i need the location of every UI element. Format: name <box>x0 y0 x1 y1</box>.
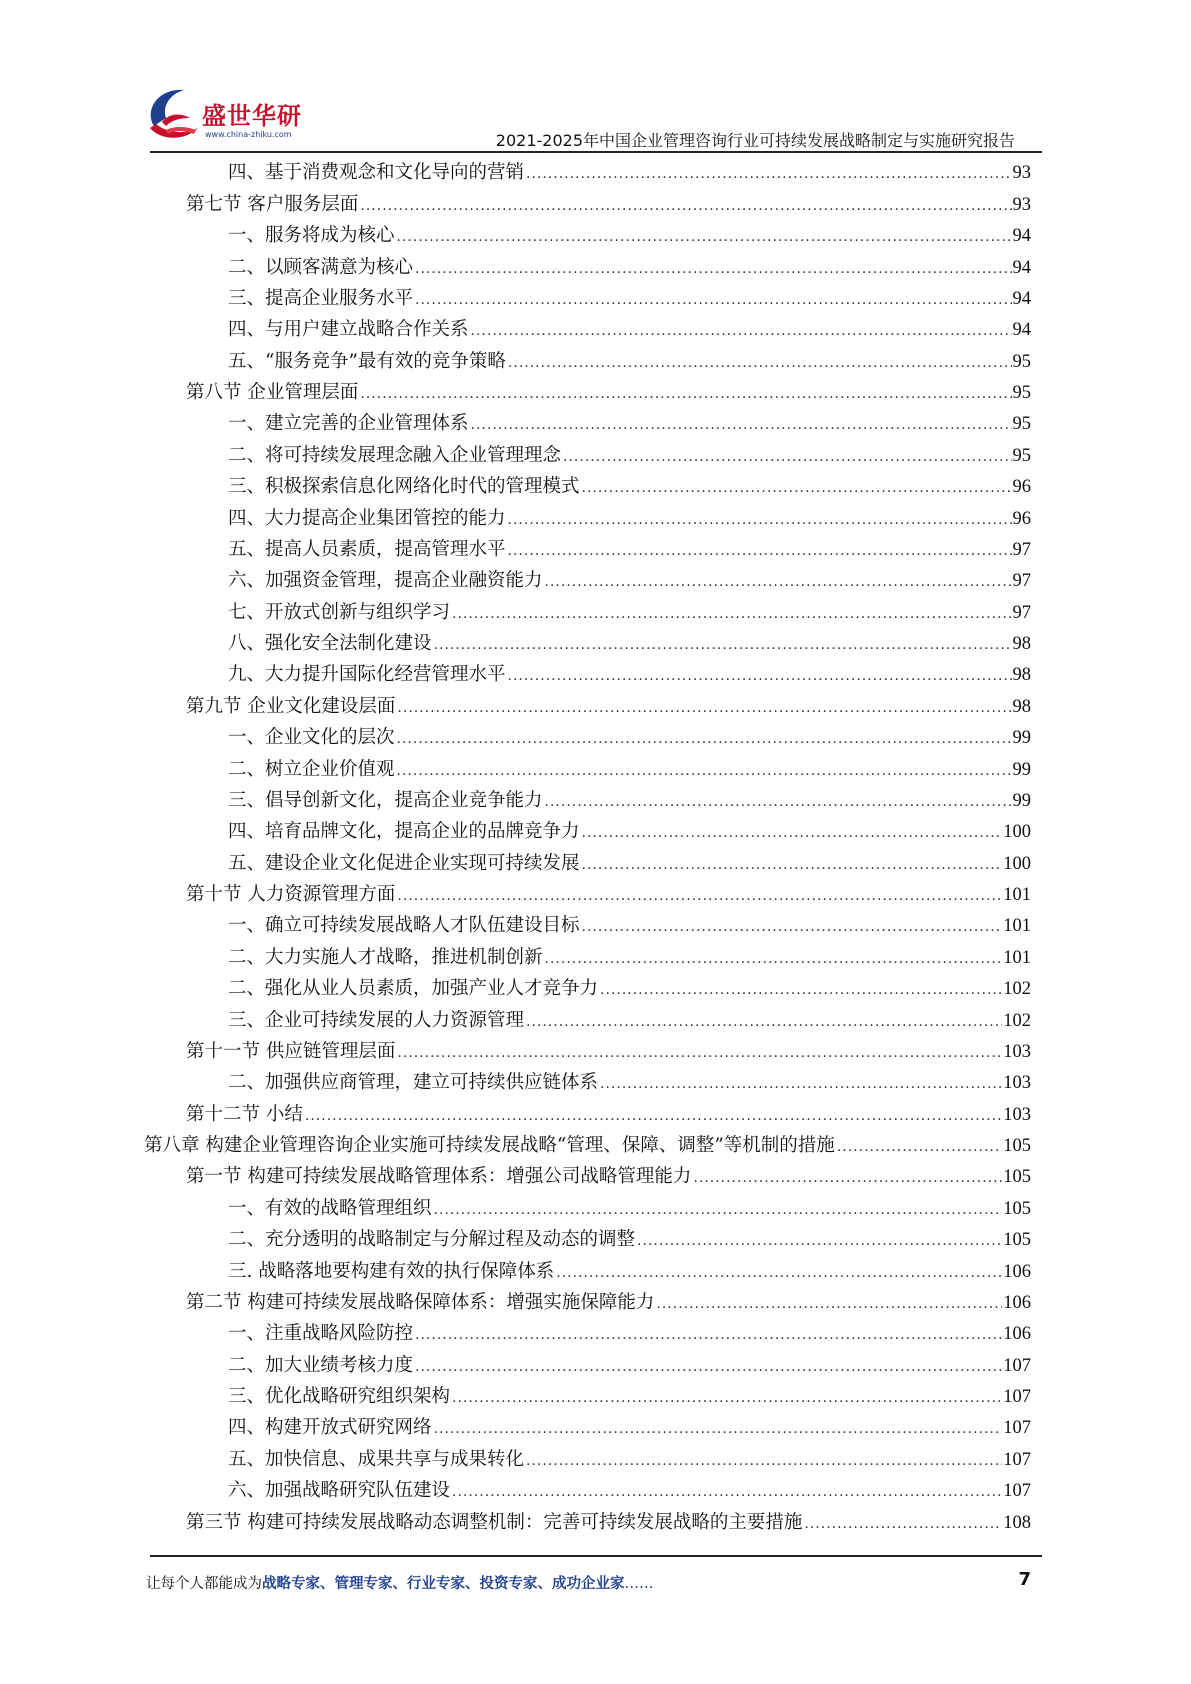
header-divider <box>150 151 1042 153</box>
toc-leader-dots <box>434 1422 1003 1436</box>
toc-entry-page: 98 <box>1012 634 1031 655</box>
toc-entry-page: 93 <box>1012 163 1031 184</box>
toc-entry[interactable] <box>0 974 1191 1005</box>
toc-entry-label: 一、确立可持续发展战略人才队伍建设目标 <box>228 915 580 937</box>
toc-entry-page: 103 <box>1003 1041 1031 1062</box>
toc-entry-page: 107 <box>1003 1418 1031 1439</box>
toc-entry-page: 97 <box>1012 602 1031 623</box>
toc-entry[interactable] <box>0 315 1191 346</box>
toc-entry[interactable] <box>0 1068 1191 1099</box>
toc-entry[interactable] <box>0 1256 1191 1287</box>
toc-entry-label: 二、充分透明的战略制定与分解过程及动态的调整 <box>228 1229 636 1251</box>
footer-prefix: 让每个人都能成为 <box>146 1576 262 1592</box>
toc-entry-page: 105 <box>1003 1136 1031 1157</box>
toc-entry-label: 八、强化安全法制化建设 <box>228 633 432 655</box>
toc-leader-dots <box>637 1234 1002 1248</box>
toc-entry[interactable] <box>0 1382 1191 1413</box>
toc-entry-label: 四、基于消费观念和文化导向的营销 <box>228 162 525 184</box>
toc-entry[interactable] <box>0 566 1191 597</box>
toc-entry[interactable] <box>0 158 1191 189</box>
toc-entry[interactable] <box>0 409 1191 440</box>
toc-entry-label: 二、大力实施人才战略，推进机制创新 <box>228 946 543 968</box>
toc-leader-dots <box>656 1297 1002 1311</box>
toc-entry[interactable] <box>0 535 1191 566</box>
toc-entry[interactable] <box>0 817 1191 848</box>
toc-entry[interactable] <box>0 1037 1191 1068</box>
toc-leader-dots <box>434 1203 1003 1217</box>
toc-leader-dots <box>508 669 1012 683</box>
toc-entry[interactable] <box>0 1350 1191 1381</box>
toc-leader-dots <box>397 732 1012 746</box>
page-number: 7 <box>1018 1569 1031 1590</box>
toc-entry-label: 第九节 企业文化建设层面 <box>186 695 396 717</box>
toc-entry-label: 二、树立企业价值观 <box>228 758 395 780</box>
toc-entry[interactable] <box>0 1099 1191 1130</box>
toc-entry[interactable] <box>0 472 1191 503</box>
toc-leader-dots <box>471 418 1012 432</box>
toc-entry-page: 107 <box>1003 1481 1031 1502</box>
toc-entry-label: 一、注重战略风险防控 <box>228 1323 414 1345</box>
toc-entry-page: 105 <box>1003 1198 1031 1219</box>
toc-entry-label: 五、加快信息、成果共享与成果转化 <box>228 1448 525 1470</box>
toc-entry[interactable] <box>0 440 1191 471</box>
report-title: 2021-2025年中国企业管理咨询行业可持续发展战略制定与实施研究报告 <box>495 131 1015 150</box>
toc-entry[interactable] <box>0 629 1191 660</box>
toc-entry-page: 108 <box>1003 1512 1031 1533</box>
toc-entry[interactable] <box>0 1162 1191 1193</box>
toc-leader-dots <box>360 387 1011 401</box>
toc-entry-label: 三、企业可持续发展的人力资源管理 <box>228 1009 525 1031</box>
toc-entry-page: 100 <box>1003 822 1031 843</box>
toc-entry-page: 97 <box>1012 571 1031 592</box>
toc-entry[interactable] <box>0 1476 1191 1507</box>
toc-leader-dots <box>582 858 1003 872</box>
toc-entry-page: 101 <box>1003 947 1031 968</box>
toc-entry-label: 第八章 构建企业管理咨询企业实施可持续发展战略“管理、保障、调整”等机制的措施 <box>144 1135 835 1157</box>
toc-entry-page: 93 <box>1012 194 1031 215</box>
footer-divider <box>150 1555 1042 1557</box>
toc-entry-label: 三、优化战略研究组织架构 <box>228 1386 451 1408</box>
toc-leader-dots <box>360 199 1011 213</box>
toc-entry-page: 101 <box>1003 916 1031 937</box>
toc-entry[interactable] <box>0 346 1191 377</box>
toc-entry-label: 第八节 企业管理层面 <box>186 382 359 404</box>
toc-leader-dots <box>397 230 1012 244</box>
toc-leader-dots <box>526 167 1011 181</box>
toc-entry[interactable] <box>0 1319 1191 1350</box>
toc-leader-dots <box>545 575 1012 589</box>
toc-entry-page: 97 <box>1012 539 1031 560</box>
toc-entry[interactable] <box>0 284 1191 315</box>
toc-entry-label: 七、开放式创新与组织学习 <box>228 601 451 623</box>
toc-entry-page: 96 <box>1012 508 1031 529</box>
toc-leader-dots <box>600 1077 1002 1091</box>
toc-entry-page: 106 <box>1003 1324 1031 1345</box>
toc-leader-dots <box>582 826 1003 840</box>
toc-entry-page: 105 <box>1003 1230 1031 1251</box>
toc-entry-label: 一、服务将成为核心 <box>228 225 395 247</box>
toc-leader-dots <box>545 952 1003 966</box>
toc-entry-page: 102 <box>1003 979 1031 1000</box>
toc-entry-page: 95 <box>1012 351 1031 372</box>
toc-entry[interactable] <box>0 1225 1191 1256</box>
toc-entry-page: 107 <box>1003 1387 1031 1408</box>
toc-entry-page: 107 <box>1003 1449 1031 1470</box>
toc-entry[interactable] <box>0 1005 1191 1036</box>
toc-entry[interactable] <box>0 597 1191 628</box>
toc-entry-page: 103 <box>1003 1104 1031 1125</box>
toc-leader-dots <box>508 513 1012 527</box>
toc-entry-label: 四、培育品牌文化，提高企业的品牌竞争力 <box>228 821 580 843</box>
toc-entry-label: 一、企业文化的层次 <box>228 727 395 749</box>
footer-suffix: …… <box>624 1576 654 1592</box>
toc-leader-dots <box>415 1328 1002 1342</box>
toc-entry-label: 三、积极探索信息化网络化时代的管理模式 <box>228 476 580 498</box>
toc-entry-label: 四、与用户建立战略合作关系 <box>228 319 469 341</box>
toc-entry-page: 106 <box>1003 1261 1031 1282</box>
toc-leader-dots <box>582 481 1012 495</box>
toc-entry[interactable] <box>0 723 1191 754</box>
toc-entry-page: 95 <box>1012 414 1031 435</box>
toc-entry[interactable] <box>0 1288 1191 1319</box>
toc-entry-label: 六、加强资金管理，提高企业融资能力 <box>228 570 543 592</box>
toc-entry-label: 五、提高人员素质，提高管理水平 <box>228 538 506 560</box>
toc-leader-dots <box>582 920 1003 934</box>
toc-leader-dots <box>452 1391 1002 1405</box>
toc-entry[interactable] <box>0 942 1191 973</box>
toc-entry-label: 第十二节 小结 <box>186 1103 303 1125</box>
toc-entry[interactable] <box>0 1413 1191 1444</box>
toc-entry-page: 107 <box>1003 1355 1031 1376</box>
toc-entry[interactable] <box>0 754 1191 785</box>
toc-leader-dots <box>397 764 1012 778</box>
toc-leader-dots <box>471 324 1012 338</box>
toc-entry-label: 第三节 构建可持续发展战略动态调整机制：完善可持续发展战略的主要措施 <box>186 1511 803 1533</box>
toc-entry[interactable] <box>0 880 1191 911</box>
toc-entry-page: 99 <box>1012 759 1031 780</box>
toc-entry-page: 98 <box>1012 696 1031 717</box>
toc-entry-page: 99 <box>1012 790 1031 811</box>
toc-leader-dots <box>452 607 1011 621</box>
toc-entry[interactable] <box>0 189 1191 220</box>
toc-entry-page: 103 <box>1003 1073 1031 1094</box>
toc-entry[interactable] <box>0 252 1191 283</box>
toc-entry-label: 五、“服务竞争”最有效的竞争策略 <box>228 350 506 372</box>
toc-entry-label: 第十一节 供应链管理层面 <box>186 1040 396 1062</box>
toc-entry-page: 100 <box>1003 853 1031 874</box>
toc-entry-page: 96 <box>1012 477 1031 498</box>
toc-entry-label: 二、将可持续发展理念融入企业管理理念 <box>228 444 562 466</box>
toc-entry[interactable] <box>0 1131 1191 1162</box>
toc-entry-page: 95 <box>1012 383 1031 404</box>
toc-entry-label: 第二节 构建可持续发展战略保障体系：增强实施保障能力 <box>186 1291 655 1313</box>
toc-leader-dots <box>837 1140 1002 1154</box>
toc-entry-label: 五、建设企业文化促进企业实现可持续发展 <box>228 852 580 874</box>
toc-entry-page: 106 <box>1003 1292 1031 1313</box>
toc-leader-dots <box>415 262 1011 276</box>
toc-leader-dots <box>415 1360 1002 1374</box>
toc-leader-dots <box>508 356 1012 370</box>
footer-slogan <box>146 1572 654 1593</box>
toc-entry-label: 三、提高企业服务水平 <box>228 287 414 309</box>
toc-leader-dots <box>600 983 1002 997</box>
toc-entry-label: 二、强化从业人员素质，加强产业人才竞争力 <box>228 978 599 1000</box>
toc-entry-page: 98 <box>1012 665 1031 686</box>
toc-entry-page: 99 <box>1012 728 1031 749</box>
toc-leader-dots <box>434 638 1012 652</box>
toc-entry-label: 三、倡导创新文化，提高企业竞争能力 <box>228 789 543 811</box>
toc-entry[interactable] <box>0 691 1191 722</box>
toc-leader-dots <box>452 1485 1002 1499</box>
toc-entry-label: 第十节 人力资源管理方面 <box>186 884 396 906</box>
toc-entry[interactable] <box>0 221 1191 252</box>
toc-entry[interactable] <box>0 378 1191 409</box>
toc-leader-dots <box>804 1517 1002 1531</box>
toc-entry[interactable] <box>0 1507 1191 1538</box>
toc-leader-dots <box>545 795 1012 809</box>
toc-entry[interactable] <box>0 503 1191 534</box>
toc-leader-dots <box>526 1454 1002 1468</box>
toc-entry-label: 二、加强供应商管理，建立可持续供应链体系 <box>228 1072 599 1094</box>
toc-entry-page: 94 <box>1012 320 1031 341</box>
toc-leader-dots <box>397 1046 1002 1060</box>
toc-entry[interactable] <box>0 660 1191 691</box>
logo-text: 盛世华研 <box>202 102 302 130</box>
toc-entry-label: 三. 战略落地要构建有效的执行保障体系 <box>228 1260 555 1282</box>
logo-url: www.china-zhiku.com <box>205 130 292 139</box>
toc-entry[interactable] <box>0 786 1191 817</box>
toc-leader-dots <box>693 1171 1002 1185</box>
toc-entry-page: 94 <box>1012 288 1031 309</box>
toc-entry[interactable] <box>0 1193 1191 1224</box>
page-header <box>0 0 1191 152</box>
toc-entry-label: 第七节 客户服务层面 <box>186 193 359 215</box>
toc-leader-dots <box>415 293 1011 307</box>
toc-entry-label: 一、建立完善的企业管理体系 <box>228 413 469 435</box>
toc-leader-dots <box>508 544 1012 558</box>
toc-entry-label: 二、加大业绩考核力度 <box>228 1354 414 1376</box>
toc-entry-label: 二、以顾客满意为核心 <box>228 256 414 278</box>
toc-leader-dots <box>397 889 1002 903</box>
toc-entry[interactable] <box>0 911 1191 942</box>
toc-leader-dots <box>563 450 1011 464</box>
toc-entry-page: 105 <box>1003 1167 1031 1188</box>
toc-entry-label: 四、大力提高企业集团管控的能力 <box>228 507 506 529</box>
toc-leader-dots <box>526 1015 1002 1029</box>
toc-leader-dots <box>305 1109 1002 1123</box>
toc-entry[interactable] <box>0 1444 1191 1475</box>
toc-entry-page: 94 <box>1012 257 1031 278</box>
toc-leader-dots <box>397 701 1011 715</box>
toc-entry-label: 四、构建开放式研究网络 <box>228 1417 432 1439</box>
toc-entry-page: 95 <box>1012 445 1031 466</box>
toc-entry-page: 102 <box>1003 1010 1031 1031</box>
toc-entry-label: 一、有效的战略管理组织 <box>228 1197 432 1219</box>
table-of-contents <box>0 158 1191 1539</box>
toc-entry[interactable] <box>0 848 1191 879</box>
toc-entry-label: 九、大力提升国际化经营管理水平 <box>228 664 506 686</box>
toc-leader-dots <box>556 1266 1002 1280</box>
toc-entry-page: 101 <box>1003 885 1031 906</box>
toc-entry-page: 94 <box>1012 226 1031 247</box>
toc-entry-label: 六、加强战略研究队伍建设 <box>228 1480 451 1502</box>
footer-highlight: 战略专家、管理专家、行业专家、投资专家、成功企业家 <box>262 1575 625 1592</box>
toc-entry-label: 第一节 构建可持续发展战略管理体系：增强公司战略管理能力 <box>186 1166 692 1188</box>
